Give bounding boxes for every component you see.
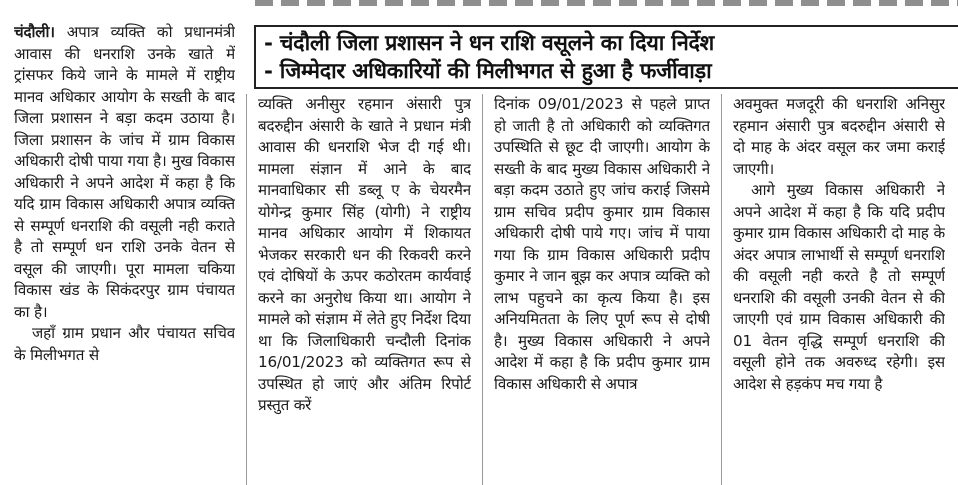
headline-2: - जिम्मेदार अधिकारियों की मिलीभगत से हुआ है फर्जीवाड़ा <box>264 59 712 84</box>
article-column-4 <box>733 94 945 485</box>
column-4-paragraph-2: आगे मुख्य विकास अधिकारी ने अपने आदेश में कहा है कि यदि प्रदीप कुमार ग्राम विकास अधिकारी दो माह के अंदर अपात्र लाभार्थी से सम्पूर्ण धनराशि की वसूली नही करते है तो सम्पूर्ण धनराशि की वसूली उनकी वेतन से की जाएगी एवं ग्राम विकास अधिकारी की 01 वेतन वृद्धि सम्पूर्ण धनराशि की वसूली होने तक अवरुध्द रहेगी। इस आदेश से हड़कंप मच गया है <box>733 181 945 393</box>
headline-box <box>254 25 958 89</box>
column-4-paragraph-1: अवमुक्त मजदूरी की धनराशि अनिसुर रहमान अंसारी पुत्र बदरुद्दीन अंसारी से दो माह के अंदर वसूल कर जमा कराई जाएगी। <box>733 95 945 178</box>
article-column-3 <box>494 94 710 485</box>
column-1-paragraph-1-text: अपात्र व्यक्ति को प्रधानमंत्री आवास की धनराशि उनके खाते में ट्रांसफर किये जाने के मामले में राष्ट्रीय मानव अधिकार आयोग के सख्ती के बाद जिला प्रशासन ने बड़ा कदम उठाया है। जिला प्रशासन के जांच में ग्राम विकास अधिकारी दोषी पाया गया है। मुख विकास अधिकारी ने अपने आदेश में कहा है कि यदि ग्राम विकास अधिकारी अपात्र व्यक्ति से सम्पूर्ण धनराशि की वसूली नही कराते है तो सम्पूर्ण धन राशि उनके वेतन से वसूल की जाएगी। पूरा मामला चकिया विकास खंड के सिकंदरपुर ग्राम पंचायत का है। <box>14 23 235 321</box>
previous-headline-strip <box>255 0 958 6</box>
column-1-paragraph-2: जहाँ ग्राम प्रधान और पंचायत सचिव के मिलीभगत से <box>14 324 235 364</box>
headline-1: - चंदौली जिला प्रशासन ने धन राशि वसूलने का दिया निर्देश <box>264 31 714 56</box>
article-column-2 <box>258 94 471 485</box>
article-column-1 <box>14 22 235 485</box>
column-divider <box>482 94 483 485</box>
dateline: चंदौली। <box>14 23 55 41</box>
column-2-text: व्यक्ति अनीसुर रहमान अंसारी पुत्र बदरुद्दीन अंसारी के खाते ने प्रधान मंत्री आवास की धनराशि भेज दी गई थी। मामला संज्ञान में आने के बाद मानवाधिकार सी डब्लू ए के चेयरमैन योगेन्द्र कुमार सिंह (योगी) ने राष्ट्रीय मानव अधिकार आयोग में शिकायत भेजकर सरकारी धन की रिकवरी करने एवं दोषियों के ऊपर कठोरतम कार्यवाई करने का अनुरोध किया था। आयोग ने मामले को संज्ञाम में लेते हुए निर्देश दिया था कि जिलाधिकारी चन्दौली दिनांक 16/01/2023 को व्यक्तिगत रूप से उपस्थित हो जाएं और अंतिम रिपोर्ट प्रस्तुत करें <box>258 95 471 414</box>
column-1-paragraph-1 <box>14 22 235 323</box>
column-divider <box>246 94 247 485</box>
column-divider <box>721 94 722 485</box>
column-3-text: दिनांक 09/01/2023 से पहले प्राप्त हो जाती है तो अधिकारी को व्यक्तिगत उपस्थिति से छूट दी जाएगी। आयोग के सख्ती के बाद मुख्य विकास अधिकारी ने बड़ा कदम उठाते हुए जांच कराई जिसमे ग्राम सचिव प्रदीप कुमार ग्राम विकास अधिकारी दोषी पाये गए। जांच में पाया गया कि ग्राम विकास अधिकारी प्रदीप कुमार ने जान बूझ कर अपात्र व्यक्ति को लाभ पहुचने का कृत्य किया है। इस अनियमितता के लिए पूर्ण रूप से दोषी है। मुख्य विकास अधिकारी ने अपने आदेश में कहा है कि प्रदीप कुमार ग्राम विकास अधिकारी से अपात्र <box>494 95 710 393</box>
